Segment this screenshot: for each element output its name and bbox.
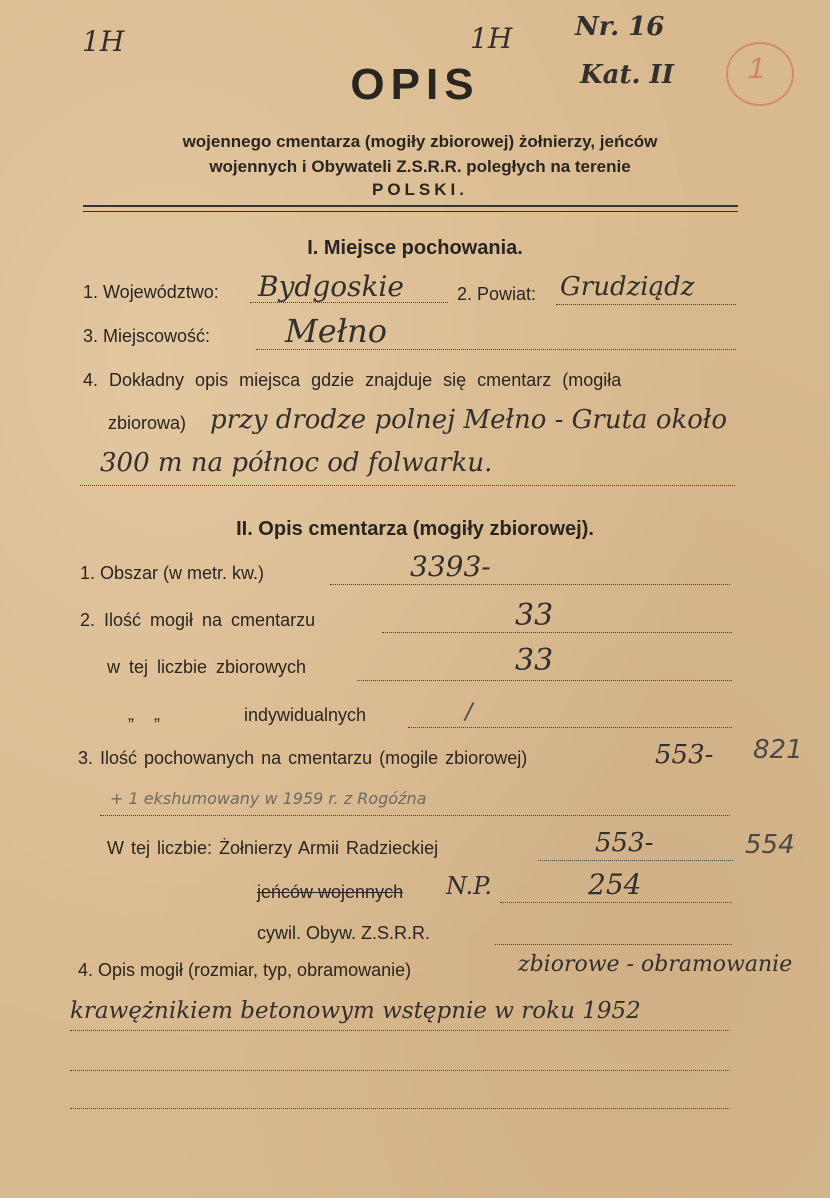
subtitle-line-2: wojennych i Obywateli Z.S.R.R. poległych na terenie [209, 157, 631, 176]
jencow-prefix: N.P. [446, 872, 493, 900]
opis-mogil-value-line-1: zbiorowe - obramowanie [518, 952, 793, 977]
opis-mogil-line-1 [70, 1030, 730, 1031]
cywil-label: cywil. Obyw. Z.S.R.R. [257, 923, 431, 943]
jencow-value: 254 [588, 868, 642, 901]
corner-mark-center: 1H [470, 22, 513, 55]
category-mark: Kat. II [580, 60, 674, 90]
pochowanych-value-pencil: 821 [753, 735, 803, 765]
obszar-label: 1. Obszar (w metr. kw.) [80, 563, 265, 583]
opis-miejsca-value-line-1: przy drodze polnej Mełno - Gruta około [210, 405, 727, 435]
ditto-marks: „ „ [128, 704, 160, 724]
indywidualnych-line [408, 727, 732, 728]
subtitle-line-1: wojennego cmentarza (mogiły zbiorowej) żołnierzy, jeńców [182, 132, 658, 151]
opis-miejsca-line [80, 485, 735, 486]
ilosc-mogil-line [382, 632, 732, 633]
document-title: OPIS [350, 60, 480, 109]
powiat-value: Grudziądz [560, 272, 695, 302]
corner-mark-left: 1H [82, 25, 125, 58]
powiat-line [556, 304, 736, 305]
zolnierzy-value-pencil: 554 [745, 830, 795, 860]
opis-miejsca-label-line-2: zbiorowa) [108, 413, 187, 433]
section-1-heading: I. Miejsce pochowania. [307, 237, 523, 259]
jencow-label: jeńców wojennych [257, 882, 404, 902]
w-tej-liczbie-label: W tej liczbie: Żołnierzy Armii Radzieckiej [107, 838, 439, 858]
pochowanych-pencil-note: + 1 ekshumowany w 1959 r. z Rogóźna [110, 789, 427, 808]
zbiorowych-value: 33 [515, 643, 554, 678]
section-2-heading: II. Opis cmentarza (mogiły zbiorowej). [236, 518, 594, 540]
opis-miejsca-value-line-2: 300 m na północ od folwarku. [100, 448, 493, 478]
opis-mogil-label: 4. Opis mogił (rozmiar, typ, obramowanie) [78, 960, 412, 980]
zbiorowych-label: w tej liczbie zbiorowych [107, 657, 307, 677]
cywil-line [495, 944, 732, 945]
jencow-line [500, 902, 732, 903]
indywidualnych-label: indywidualnych [244, 705, 367, 725]
record-number: Nr. 16 [575, 12, 665, 42]
zolnierzy-value: 553- [595, 828, 654, 858]
miejscowosc-label: 3. Miejscowość: [83, 326, 211, 346]
miejscowosc-value: Mełno [285, 312, 387, 350]
powiat-label: 2. Powiat: [457, 284, 537, 304]
opis-mogil-line-2 [70, 1070, 730, 1071]
header-rule-top [83, 205, 738, 207]
header-rule-bottom [83, 211, 738, 212]
red-stamp-mark: 1 [748, 52, 765, 85]
indywidualnych-mark: / [465, 700, 473, 725]
pochowanych-label: 3. Ilość pochowanych na cmentarzu (mogile zbiorowej) [78, 748, 528, 768]
subtitle-line-3: POLSKI. [371, 180, 468, 199]
obszar-value: 3393- [410, 550, 491, 583]
zolnierzy-line [538, 860, 733, 861]
opis-miejsca-label-line-1: 4. Dokładny opis miejsca gdzie znajduje się cmentarz (mogiła [83, 370, 622, 390]
ilosc-mogil-label: 2. Ilość mogił na cmentarzu [80, 610, 316, 630]
wojewodztwo-label: 1. Województwo: [83, 282, 219, 302]
ilosc-mogil-value: 33 [515, 598, 554, 633]
pochowanych-line [100, 815, 730, 816]
obszar-line [330, 584, 730, 585]
zbiorowych-line [357, 680, 732, 681]
pochowanych-value: 553- [655, 740, 714, 770]
opis-mogil-value-line-2: krawężnikiem betonowym wstępnie w roku 1952 [70, 998, 641, 1024]
wojewodztwo-value: Bydgoskie [258, 270, 404, 303]
opis-mogil-line-3 [70, 1108, 730, 1109]
